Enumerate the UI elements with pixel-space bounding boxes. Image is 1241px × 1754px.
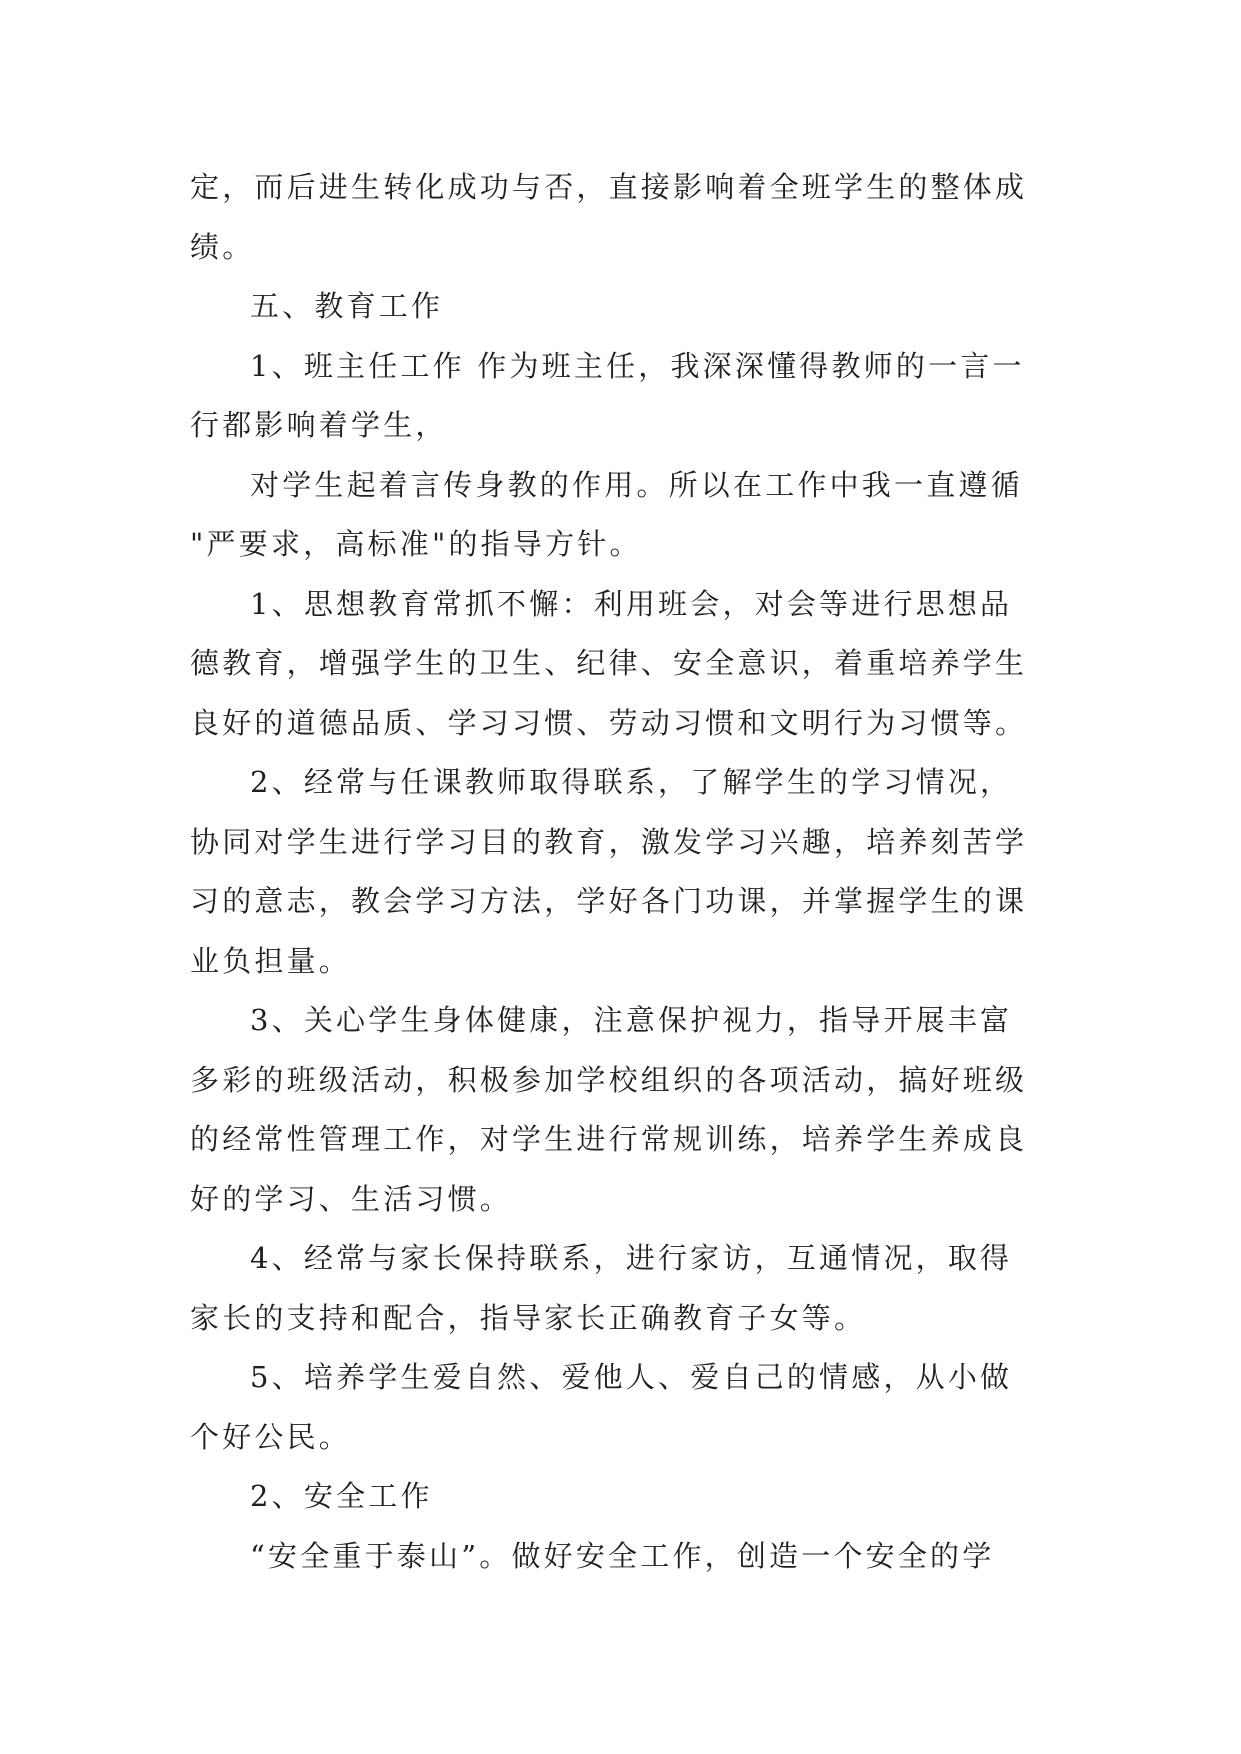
text-line-12: 协同对学生进行学习目的教育，激发学习兴趣，培养刻苦学 xyxy=(190,824,1028,859)
text-line-10: 良好的道德品质、学习习惯、劳动习惯和文明行为习惯等。 xyxy=(190,705,1028,740)
text-line-8: 1、思想教育常抓不懈：利用班会，对会等进行思想品 xyxy=(250,586,1013,621)
text-line-1: 定，而后进生转化成功与否，直接影响着全班学生的整体成 xyxy=(190,170,1028,204)
text-line-20: 家长的支持和配合，指导家长正确教育子女等。 xyxy=(190,1300,867,1335)
text-line-22: 个好公民。 xyxy=(190,1419,352,1454)
text-line-14: 业负担量。 xyxy=(190,943,352,978)
text-line-13: 习的意志，教会学习方法，学好各门功课，并掌握学生的课 xyxy=(190,884,1028,918)
text-line-17: 的经常性管理工作，对学生进行常规训练，培养学生养成良 xyxy=(190,1122,1028,1156)
text-line-19: 4、经常与家长保持联系，进行家访，互通情况，取得 xyxy=(250,1241,1013,1275)
text-line-7: "严要求，高标准"的指导方针。 xyxy=(190,527,642,561)
text-line-18: 好的学习、生活习惯。 xyxy=(190,1181,513,1216)
text-line-16: 多彩的班级活动，积极参加学校组织的各项活动，搞好班级 xyxy=(190,1062,1028,1097)
text-line-15: 3、关心学生身体健康，注意保护视力，指导开展丰富 xyxy=(250,1003,1013,1037)
section-heading-education: 五、教育工作 xyxy=(250,289,444,323)
text-line-2: 绩。 xyxy=(190,229,255,264)
text-line-6: 对学生起着言传身教的作用。所以在工作中我一直遵循 xyxy=(250,467,1023,502)
text-line-4: 1、班主任工作 作为班主任，我深深懂得教师的一言一 xyxy=(250,348,1025,383)
text-line-5: 行都影响着学生， xyxy=(190,408,448,442)
text-line-11: 2、经常与任课教师取得联系，了解学生的学习情况， xyxy=(250,765,1013,799)
section-heading-safety: 2、安全工作 xyxy=(250,1479,433,1513)
document-body xyxy=(190,158,1050,1586)
text-line-24: “安全重于泰山”。做好安全工作，创造一个安全的学 xyxy=(250,1538,995,1573)
text-line-9: 德教育，增强学生的卫生、纪律、安全意识，着重培养学生 xyxy=(190,646,1028,680)
text-line-21: 5、培养学生爱自然、爱他人、爱自己的情感，从小做 xyxy=(250,1360,1013,1394)
